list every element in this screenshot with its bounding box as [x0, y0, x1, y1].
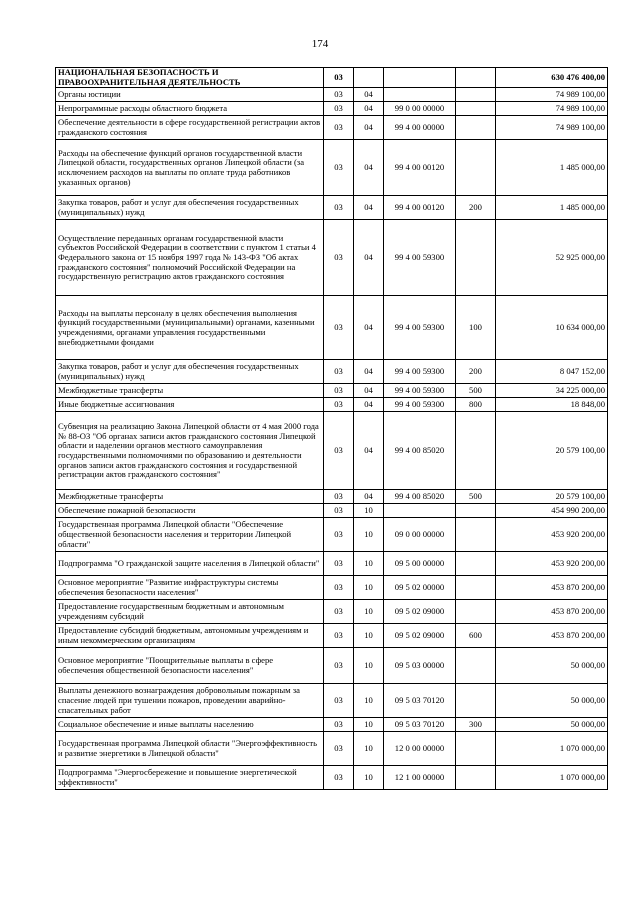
- row-chapter-cell: 03: [324, 732, 354, 766]
- table-row: [56, 220, 608, 296]
- row-target-code-cell: 99 4 00 59300: [384, 384, 456, 398]
- row-chapter-cell: 03: [324, 624, 354, 648]
- row-chapter-cell: 03: [324, 398, 354, 412]
- table-row: [56, 732, 608, 766]
- row-amount-cell: 52 925 000,00: [496, 220, 608, 296]
- table-row: [56, 624, 608, 648]
- row-chapter-cell: 03: [324, 504, 354, 518]
- row-subsection-cell: 10: [354, 518, 384, 552]
- row-amount-cell: 1 070 000,00: [496, 766, 608, 790]
- row-name-cell: Социальное обеспечение и иные выплаты населению: [56, 718, 324, 732]
- row-target-code-cell: 99 4 00 00120: [384, 196, 456, 220]
- row-name-cell: Межбюджетные трансферты: [56, 384, 324, 398]
- row-target-code-cell: 09 5 00 00000: [384, 552, 456, 576]
- row-amount-cell: 50 000,00: [496, 718, 608, 732]
- row-subsection-cell: 04: [354, 398, 384, 412]
- row-name-cell: Предоставление государственным бюджетным и автономным учреждениям субсидий: [56, 600, 324, 624]
- row-subsection-cell: 10: [354, 600, 384, 624]
- row-name-cell: Межбюджетные трансферты: [56, 490, 324, 504]
- row-amount-cell: 34 225 000,00: [496, 384, 608, 398]
- table-row: [56, 102, 608, 116]
- row-chapter-cell: 03: [324, 518, 354, 552]
- row-target-code-cell: 99 4 00 59300: [384, 220, 456, 296]
- budget-table-body: [56, 68, 608, 790]
- row-chapter-cell: 03: [324, 360, 354, 384]
- row-target-code-cell: 99 4 00 59300: [384, 360, 456, 384]
- row-expense-type-cell: 200: [456, 196, 496, 220]
- row-target-code-cell: 99 4 00 85020: [384, 490, 456, 504]
- row-name-cell: НАЦИОНАЛЬНАЯ БЕЗОПАСНОСТЬ И ПРАВООХРАНИТЕЛЬНАЯ ДЕЯТЕЛЬНОСТЬ: [56, 68, 324, 88]
- row-subsection-cell: 10: [354, 552, 384, 576]
- row-name-cell: Государственная программа Липецкой области "Энергоэффективность и развитие энергетики в Липецкой области": [56, 732, 324, 766]
- row-target-code-cell: 09 5 02 00000: [384, 576, 456, 600]
- page-number: 174: [311, 38, 329, 50]
- row-subsection-cell: 04: [354, 102, 384, 116]
- row-subsection-cell: 04: [354, 116, 384, 140]
- row-amount-cell: 454 990 200,00: [496, 504, 608, 518]
- row-name-cell: Обеспечение пожарной безопасности: [56, 504, 324, 518]
- row-subsection-cell: 10: [354, 718, 384, 732]
- row-target-code-cell: 09 5 03 70120: [384, 718, 456, 732]
- table-row: [56, 68, 608, 88]
- row-amount-cell: 50 000,00: [496, 648, 608, 684]
- row-name-cell: Предоставление субсидий бюджетным, автономным учреждениям и иным некоммерческим организациям: [56, 624, 324, 648]
- row-name-cell: Расходы на выплаты персоналу в целях обеспечения выполнения функций государственными (муниципальными) органами, казенными учреждениями, органами управления государственными внебюджетными фондами: [56, 296, 324, 360]
- row-name-cell: Подпрограмма "О гражданской защите населения в Липецкой области": [56, 552, 324, 576]
- row-amount-cell: 1 485 000,00: [496, 140, 608, 196]
- row-chapter-cell: 03: [324, 296, 354, 360]
- row-expense-type-cell: [456, 220, 496, 296]
- row-amount-cell: 18 848,00: [496, 398, 608, 412]
- row-chapter-cell: 03: [324, 600, 354, 624]
- row-expense-type-cell: [456, 648, 496, 684]
- row-amount-cell: 1 070 000,00: [496, 732, 608, 766]
- row-expense-type-cell: [456, 412, 496, 490]
- row-subsection-cell: 04: [354, 196, 384, 220]
- row-chapter-cell: 03: [324, 684, 354, 718]
- row-name-cell: Выплаты денежного вознаграждения добровольным пожарным за спасение людей при тушении пожаров, проведении аварийно-спасательных работ: [56, 684, 324, 718]
- row-expense-type-cell: [456, 140, 496, 196]
- row-name-cell: Субвенция на реализацию Закона Липецкой области от 4 мая 2000 года № 88-ОЗ "Об органах записи актов гражданского состояния Липецкой области и наделении органов местного самоуправления государственными полномочиями по образованию и деятельности органов записи актов гражданского состояния и государственной регистрации актов гражданского состояния": [56, 412, 324, 490]
- row-subsection-cell: 10: [354, 732, 384, 766]
- table-row: [56, 718, 608, 732]
- row-expense-type-cell: [456, 732, 496, 766]
- row-chapter-cell: 03: [324, 140, 354, 196]
- row-name-cell: Закупка товаров, работ и услуг для обеспечения государственных (муниципальных) нужд: [56, 196, 324, 220]
- row-expense-type-cell: [456, 576, 496, 600]
- table-row: [56, 412, 608, 490]
- table-row: [56, 518, 608, 552]
- row-subsection-cell: 04: [354, 88, 384, 102]
- row-subsection-cell: 04: [354, 140, 384, 196]
- row-amount-cell: 50 000,00: [496, 684, 608, 718]
- row-amount-cell: 1 485 000,00: [496, 196, 608, 220]
- row-name-cell: Непрограммные расходы областного бюджета: [56, 102, 324, 116]
- row-expense-type-cell: [456, 102, 496, 116]
- row-amount-cell: 74 989 100,00: [496, 88, 608, 102]
- table-row: [56, 196, 608, 220]
- row-target-code-cell: 09 5 03 70120: [384, 684, 456, 718]
- row-amount-cell: 453 870 200,00: [496, 576, 608, 600]
- row-subsection-cell: 10: [354, 576, 384, 600]
- row-target-code-cell: 09 5 02 09000: [384, 624, 456, 648]
- row-amount-cell: 453 920 200,00: [496, 552, 608, 576]
- row-target-code-cell: 99 4 00 00000: [384, 116, 456, 140]
- row-target-code-cell: 09 0 00 00000: [384, 518, 456, 552]
- row-expense-type-cell: 200: [456, 360, 496, 384]
- row-name-cell: Основное мероприятие "Развитие инфраструктуры системы обеспечения безопасности населения": [56, 576, 324, 600]
- row-chapter-cell: 03: [324, 220, 354, 296]
- row-target-code-cell: [384, 68, 456, 88]
- table-row: [56, 88, 608, 102]
- row-subsection-cell: 04: [354, 296, 384, 360]
- row-subsection-cell: 10: [354, 766, 384, 790]
- row-target-code-cell: [384, 504, 456, 518]
- row-expense-type-cell: 800: [456, 398, 496, 412]
- row-name-cell: Основное мероприятие "Поощрительные выплаты в сфере обеспечения общественной безопасности населения": [56, 648, 324, 684]
- row-subsection-cell: 04: [354, 412, 384, 490]
- row-amount-cell: 453 920 200,00: [496, 518, 608, 552]
- row-chapter-cell: 03: [324, 766, 354, 790]
- row-expense-type-cell: 300: [456, 718, 496, 732]
- row-target-code-cell: 99 4 00 59300: [384, 398, 456, 412]
- table-row: [56, 648, 608, 684]
- row-target-code-cell: 99 4 00 85020: [384, 412, 456, 490]
- row-expense-type-cell: [456, 518, 496, 552]
- row-amount-cell: 20 579 100,00: [496, 490, 608, 504]
- row-expense-type-cell: [456, 68, 496, 88]
- row-amount-cell: 10 634 000,00: [496, 296, 608, 360]
- row-chapter-cell: 03: [324, 552, 354, 576]
- row-target-code-cell: 09 5 03 00000: [384, 648, 456, 684]
- row-amount-cell: 630 476 400,00: [496, 68, 608, 88]
- row-subsection-cell: 10: [354, 624, 384, 648]
- row-chapter-cell: 03: [324, 196, 354, 220]
- row-target-code-cell: 12 0 00 00000: [384, 732, 456, 766]
- row-subsection-cell: 04: [354, 490, 384, 504]
- row-subsection-cell: 10: [354, 504, 384, 518]
- row-amount-cell: 20 579 100,00: [496, 412, 608, 490]
- row-expense-type-cell: [456, 116, 496, 140]
- table-row: [56, 576, 608, 600]
- row-chapter-cell: 03: [324, 648, 354, 684]
- row-target-code-cell: 99 0 00 00000: [384, 102, 456, 116]
- row-amount-cell: 74 989 100,00: [496, 102, 608, 116]
- table-row: [56, 360, 608, 384]
- row-chapter-cell: 03: [324, 412, 354, 490]
- row-chapter-cell: 03: [324, 384, 354, 398]
- row-chapter-cell: 03: [324, 116, 354, 140]
- row-amount-cell: 453 870 200,00: [496, 600, 608, 624]
- row-chapter-cell: 03: [324, 718, 354, 732]
- table-row: [56, 504, 608, 518]
- row-chapter-cell: 03: [324, 68, 354, 88]
- row-name-cell: Обеспечение деятельности в сфере государственной регистрации актов гражданского состояния: [56, 116, 324, 140]
- table-row: [56, 684, 608, 718]
- row-expense-type-cell: [456, 504, 496, 518]
- row-subsection-cell: [354, 68, 384, 88]
- row-chapter-cell: 03: [324, 88, 354, 102]
- row-target-code-cell: 99 4 00 00120: [384, 140, 456, 196]
- row-name-cell: Осуществление переданных органам государственной власти субъектов Российской Федерации в соответствии с пунктом 1 статьи 4 Федерального закона от 15 ноября 1997 года № 143-ФЗ "Об актах гражданского состояния" полномочий Российской Федерации на государственную регистрацию актов гражданского состояния: [56, 220, 324, 296]
- table-row: [56, 140, 608, 196]
- row-chapter-cell: 03: [324, 102, 354, 116]
- row-name-cell: Подпрограмма "Энергосбережение и повышение энергетической эффективности": [56, 766, 324, 790]
- row-name-cell: Государственная программа Липецкой области "Обеспечение общественной безопасности населения и территории Липецкой области": [56, 518, 324, 552]
- row-expense-type-cell: 100: [456, 296, 496, 360]
- row-subsection-cell: 10: [354, 648, 384, 684]
- row-expense-type-cell: [456, 552, 496, 576]
- row-chapter-cell: 03: [324, 490, 354, 504]
- row-expense-type-cell: 500: [456, 384, 496, 398]
- row-name-cell: Иные бюджетные ассигнования: [56, 398, 324, 412]
- row-expense-type-cell: 500: [456, 490, 496, 504]
- table-row: [56, 384, 608, 398]
- row-amount-cell: 8 047 152,00: [496, 360, 608, 384]
- row-subsection-cell: 04: [354, 384, 384, 398]
- row-subsection-cell: 04: [354, 360, 384, 384]
- row-target-code-cell: [384, 88, 456, 102]
- row-name-cell: Органы юстиции: [56, 88, 324, 102]
- row-expense-type-cell: 600: [456, 624, 496, 648]
- row-chapter-cell: 03: [324, 576, 354, 600]
- row-target-code-cell: 99 4 00 59300: [384, 296, 456, 360]
- table-row: [56, 398, 608, 412]
- budget-table: [55, 67, 608, 790]
- row-expense-type-cell: [456, 600, 496, 624]
- row-expense-type-cell: [456, 766, 496, 790]
- row-expense-type-cell: [456, 88, 496, 102]
- table-row: [56, 116, 608, 140]
- row-target-code-cell: 09 5 02 09000: [384, 600, 456, 624]
- row-target-code-cell: 12 1 00 00000: [384, 766, 456, 790]
- row-subsection-cell: 04: [354, 220, 384, 296]
- row-subsection-cell: 10: [354, 684, 384, 718]
- row-expense-type-cell: [456, 684, 496, 718]
- row-amount-cell: 453 870 200,00: [496, 624, 608, 648]
- table-row: [56, 600, 608, 624]
- table-row: [56, 296, 608, 360]
- table-row: [56, 490, 608, 504]
- row-name-cell: Расходы на обеспечение функций органов государственной власти Липецкой области, государственных органов Липецкой области (за исключением расходов на выплаты по оплате труда работников указанных органов): [56, 140, 324, 196]
- table-row: [56, 552, 608, 576]
- row-name-cell: Закупка товаров, работ и услуг для обеспечения государственных (муниципальных) нужд: [56, 360, 324, 384]
- row-amount-cell: 74 989 100,00: [496, 116, 608, 140]
- table-row: [56, 766, 608, 790]
